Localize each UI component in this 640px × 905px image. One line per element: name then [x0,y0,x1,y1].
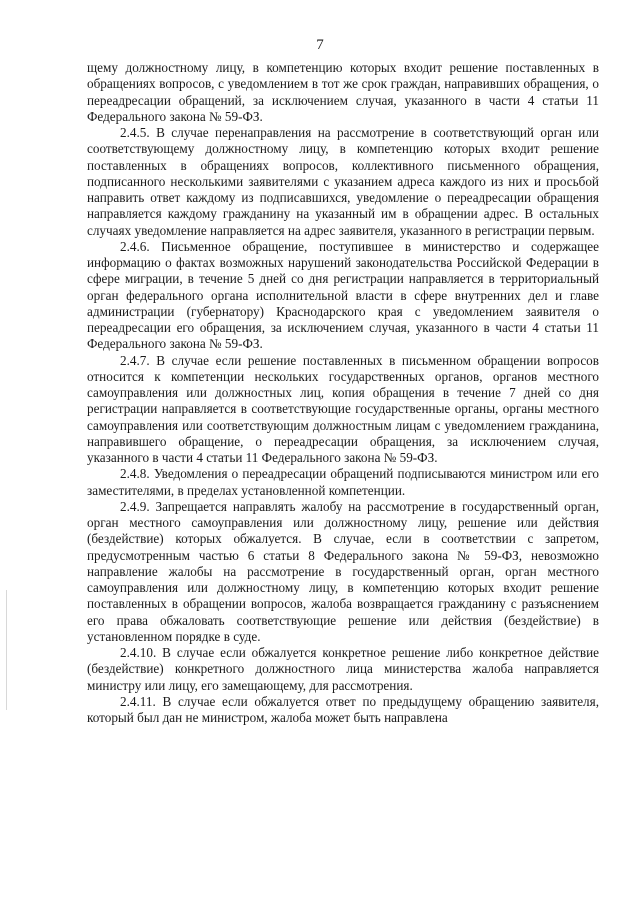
document-body [87,60,599,726]
paragraph-2-4-6: 2.4.6. Письменное обращение, поступившее в министерство и содержащее информацию о фактах возможных нарушений законодательства Российской Федерации в сфере миграции, в течение 5 дней со дня регистрации направляется в территориальный орган федерального органа исполнительной власти в сфере внутренних дел и главе администрации (губернатору) Краснодарского края с уведомлением заявителя о переадресации его обращения, за исключением случая, указанного в части 4 статьи 11 Федерального закона № 59-ФЗ. [87,238,599,352]
page-number: 7 [316,37,324,53]
paragraph-continuation: щему должностному лицу, в компетенцию которых входит решение поставленных в обращениях вопросов, с уведомлением в тот же срок граждан, направивших обращения, о переадресации обращений, за исключением случая, указанного в части 4 статьи 11 Федерального закона № 59-ФЗ. [87,60,599,124]
paragraph-2-4-11: 2.4.11. В случае если обжалуется ответ по предыдущему обращению заявителя, который был дан не министром, жалоба может быть направлена [87,693,599,725]
paragraph-2-4-8: 2.4.8. Уведомления о переадресации обращений подписываются министром или его заместителями, в пределах установленной компетенции. [87,466,599,498]
paragraph-2-4-5: 2.4.5. В случае перенаправления на рассмотрение в соответствующий орган или соответствующему должностному лицу, в компетенцию которых входит решение поставленных в обращениях вопросов, коллективного письменного обращения, подписанного несколькими заявителями с указанием адреса каждого из них и просьбой направить ответ каждому из подписавшихся, уведомление о переадресации обращения направляется каждому гражданину на указанный им в обращении адрес. В остальных случаях уведомление направляется на адрес заявителя, указанного в регистрации первым. [87,125,599,238]
paragraph-2-4-7: 2.4.7. В случае если решение поставленных в письменном обращении вопросов относится к компетенции нескольких государственных органов, органов местного самоуправления или должностных лиц, копия обращения в течение 7 дней со дня регистрации направляется в соответствующие государственные органы, органы местного самоуправления или соответствующим должностным лицам с уведомлением гражданина, направившего обращение, о переадресации обращения, за исключением случая, указанного в части 4 статьи 11 Федерального закона № 59-ФЗ. [87,352,599,465]
scan-edge-mark [6,590,7,710]
paragraph-2-4-9: 2.4.9. Запрещается направлять жалобу на рассмотрение в государственный орган, орган местного самоуправления или должностному лицу, решение или действия (бездействие) которых обжалуется. В случае, если в соответствии с запретом, предусмотренным частью 6 статьи 8 Федерального закона № 59-ФЗ, невозможно направление жалобы на рассмотрение в государственный орган, орган местного самоуправления или должностному лицу, в компетенцию которых входит решение поставленных в обращении вопросов, жалоба возвращается гражданину с разъяснением его права обжаловать соответствующие решение или действия (бездействие) в установленном порядке в суде. [87,498,599,644]
paragraph-2-4-10: 2.4.10. В случае если обжалуется конкретное решение либо конкретное действие (бездействие) конкретного должностного лица министерства жалоба направляется министру или лицу, его замещающему, для рассмотрения. [87,645,599,693]
